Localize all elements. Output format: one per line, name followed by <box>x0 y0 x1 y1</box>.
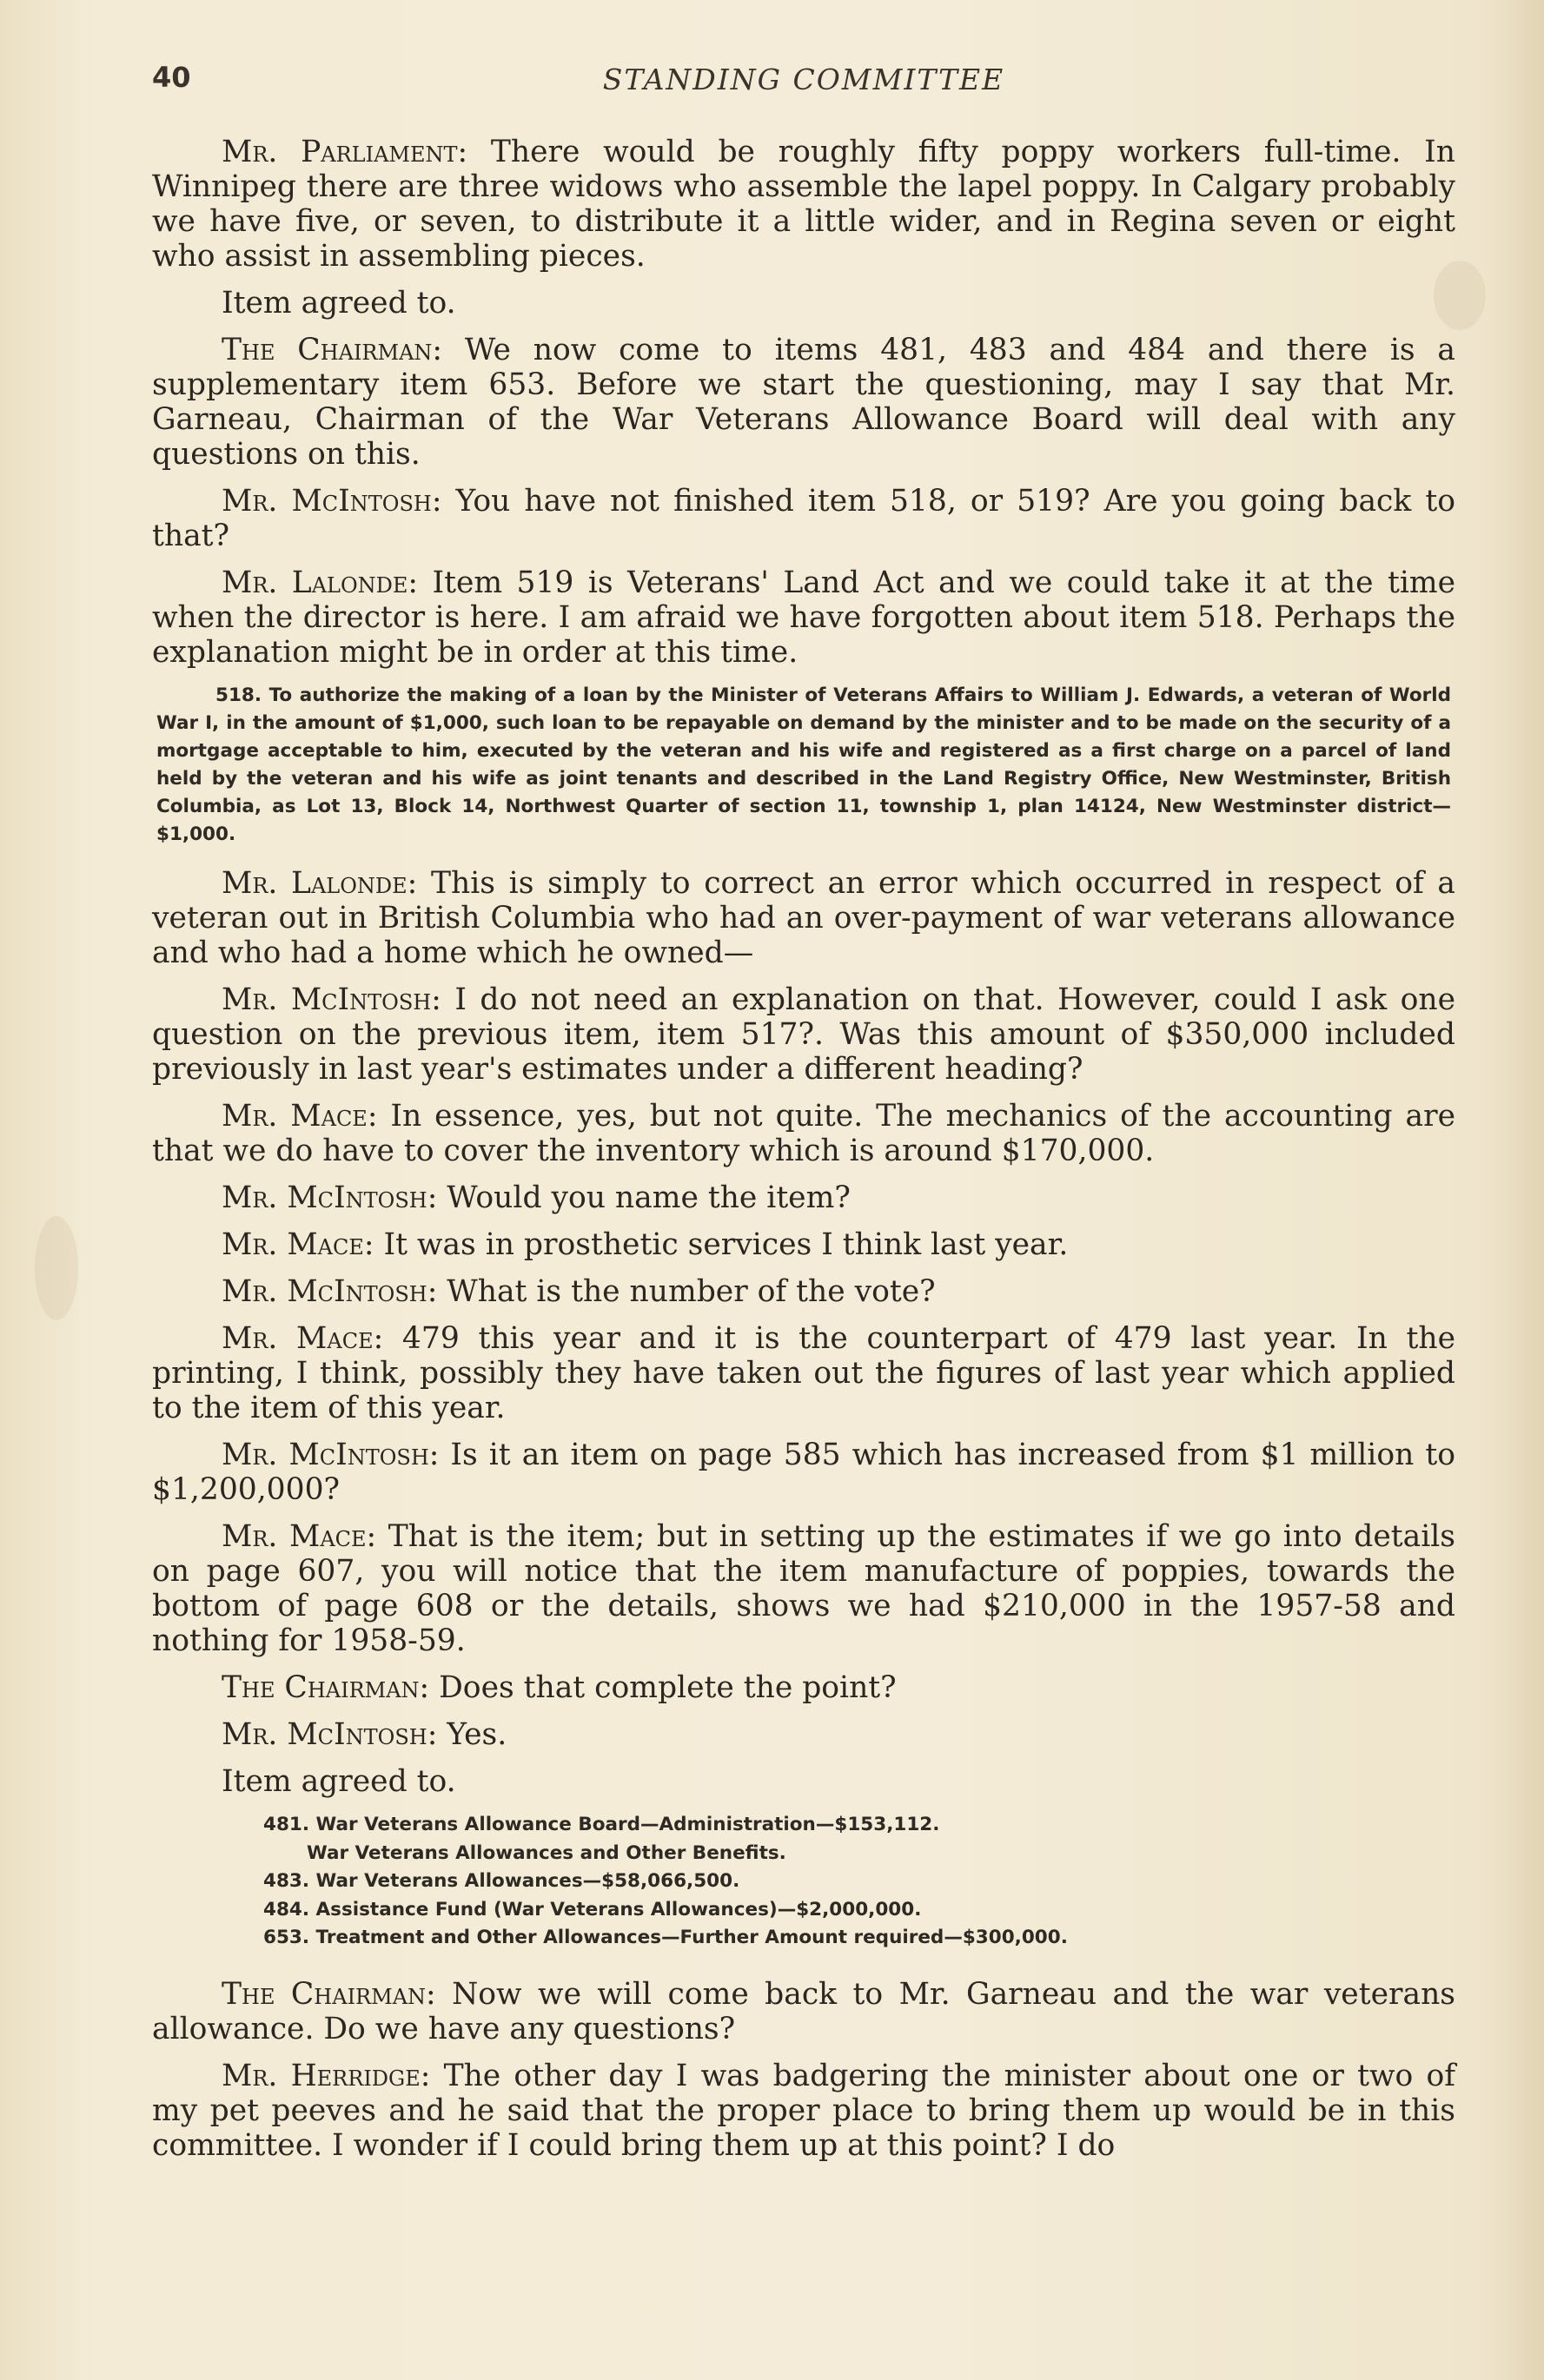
speech-text: 479 this year and it is the counterpart of 479 last year. In the printing, I think, possibly they have taken out the figures of last year which applied to the item of this year. <box>152 1321 1455 1425</box>
speech-paragraph <box>152 135 1455 274</box>
speech-paragraph <box>152 1321 1455 1425</box>
paper-stain <box>35 1216 78 1320</box>
speaker-name: Mr. Mace: <box>222 1227 374 1262</box>
speech-text: The other day I was badgering the minister about one or two of my pet peeves and he said that the proper place to bring them up would be in this committee. I wonder if I could bring them up at this point? I do <box>152 2058 1455 2163</box>
speaker-name: Mr. McIntosh: <box>222 982 441 1017</box>
speech-paragraph <box>152 484 1455 553</box>
speech-text: Is it an item on page 585 which has increased from $1 million to $1,200,000? <box>152 1438 1455 1507</box>
vote-text: 518. To authorize the making of a loan by the Minister of Veterans Affairs to William J. Edwards, a veteran of World War I, in the amount of $1,000, such loan to be repayable on demand by the minister and to be made on the security of a mortgage acceptable to him, executed by the veteran and his wife and registered as a first charge on a parcel of land held by the veteran and his wife as joint tenants and described in the Land Registry Office, New Westminster, British Columbia, as Lot 13, Block 14, Northwest Quarter of section 11, township 1, plan 14124, New Westminster district—$1,000. <box>156 684 1451 845</box>
speech-paragraph <box>152 2059 1455 2163</box>
vote-item: 481. War Veterans Allowance Board—Administration—$153,112. <box>263 1814 940 1835</box>
transcript-body <box>152 135 1455 2175</box>
speaker-name: Mr. Parliament: <box>222 135 468 169</box>
speaker-name: Mr. McIntosh: <box>222 1717 438 1752</box>
speaker-name: Mr. McIntosh: <box>222 1438 440 1472</box>
speaker-name: Mr. Mace: <box>222 1519 377 1554</box>
speaker-name: Mr. McIntosh: <box>222 484 442 519</box>
vote-item: 484. Assistance Fund (War Veterans Allowances)—$2,000,000. <box>263 1898 922 1921</box>
speaker-name: Mr. McIntosh: <box>222 1180 438 1215</box>
speech-paragraph <box>152 1227 1455 1262</box>
speech-text: Now we will come back to Mr. Garneau and the war veterans allowance. Do we have any questions? <box>152 1976 1455 2046</box>
speech-paragraph <box>152 1438 1455 1507</box>
vote-item: War Veterans Allowances and Other Benefits. <box>307 1841 786 1864</box>
vote-item: 483. War Veterans Allowances—$58,066,500. <box>263 1870 740 1892</box>
speech-text: This is simply to correct an error which occurred in respect of a veteran out in British Columbia who had an over-payment of war veterans allowance and who had a home which he owned— <box>152 866 1455 970</box>
speech-text: You have not finished item 518, or 519? Are you going back to that? <box>152 484 1456 553</box>
speech-text: In essence, yes, but not quite. The mechanics of the accounting are that we do have to cover the inventory which is around $170,000. <box>152 1099 1455 1168</box>
speech-text: It was in prosthetic services I think last year. <box>374 1227 1069 1262</box>
speech-text: Item 519 is Veterans' Land Act and we could take it at the time when the director is here. I am afraid we have forgotten about item 518. Perhaps the explanation might be in order at this time. <box>152 565 1455 670</box>
speech-text: There would be roughly fifty poppy workers full-time. In Winnipeg there are three widows who assemble the lapel poppy. In Calgary probably we have five, or seven, to distribute it a little wider, and in Regina seven or eight who assist in assembling pieces. <box>152 135 1455 274</box>
speech-paragraph <box>152 1099 1455 1168</box>
vote-item: 653. Treatment and Other Allowances—Further Amount required—$300,000. <box>263 1927 1068 1948</box>
speaker-name: Mr. McIntosh: <box>222 1274 438 1309</box>
speech-paragraph <box>152 1670 1455 1705</box>
speaker-name: Mr. Mace: <box>222 1099 378 1134</box>
speech-paragraph <box>152 1977 1455 2046</box>
speaker-name: Mr. Lalonde: <box>222 866 418 901</box>
speech-paragraph <box>152 866 1455 970</box>
speech-text: That is the item; but in setting up the estimates if we go into details on page 607, you will notice that the item manufacture of poppies, towards the bottom of page 608 or the details, shows we had $210,000 in the 1957-58 and nothing for 1958-59. <box>152 1519 1455 1658</box>
speaker-name: Mr. Herridge: <box>222 2058 431 2093</box>
speaker-name: The Chairman: <box>222 1670 430 1705</box>
speech-paragraph <box>152 1180 1455 1215</box>
speech-paragraph <box>152 333 1455 472</box>
item-agreed-line: Item agreed to. <box>222 1764 456 1799</box>
speech-paragraph <box>152 565 1455 670</box>
vote-items-list <box>263 1811 1455 1953</box>
speech-paragraph <box>152 1274 1455 1309</box>
speech-paragraph <box>152 1717 1455 1752</box>
speech-paragraph <box>152 1519 1455 1658</box>
speech-text: Does that complete the point? <box>429 1670 897 1705</box>
speaker-name: The Chairman: <box>222 1976 436 2012</box>
running-title: STANDING COMMITTEE <box>602 63 1005 96</box>
speech-text: What is the number of the vote? <box>437 1274 936 1309</box>
speech-text: I do not need an explanation on that. However, could I ask one question on the previous item, item 517?. Was this amount of $350,000 included previously in last year's estimates under a different heading? <box>152 982 1455 1087</box>
speaker-name: The Chairman: <box>222 333 443 367</box>
speaker-name: Mr. Lalonde: <box>222 565 419 600</box>
speaker-name: Mr. Mace: <box>222 1321 384 1356</box>
item-agreed-line: Item agreed to. <box>222 286 456 321</box>
speech-text: We now come to items 481, 483 and 484 and there is a supplementary item 653. Before we start the questioning, may I say that Mr. Garneau, Chairman of the War Veterans Allowance Board will deal with any questions on this. <box>152 333 1455 472</box>
speech-text: Would you name the item? <box>437 1180 851 1215</box>
speech-text: Yes. <box>437 1717 507 1752</box>
page-header <box>152 61 1455 113</box>
page-number: 40 <box>152 61 191 94</box>
speech-paragraph <box>152 982 1455 1087</box>
